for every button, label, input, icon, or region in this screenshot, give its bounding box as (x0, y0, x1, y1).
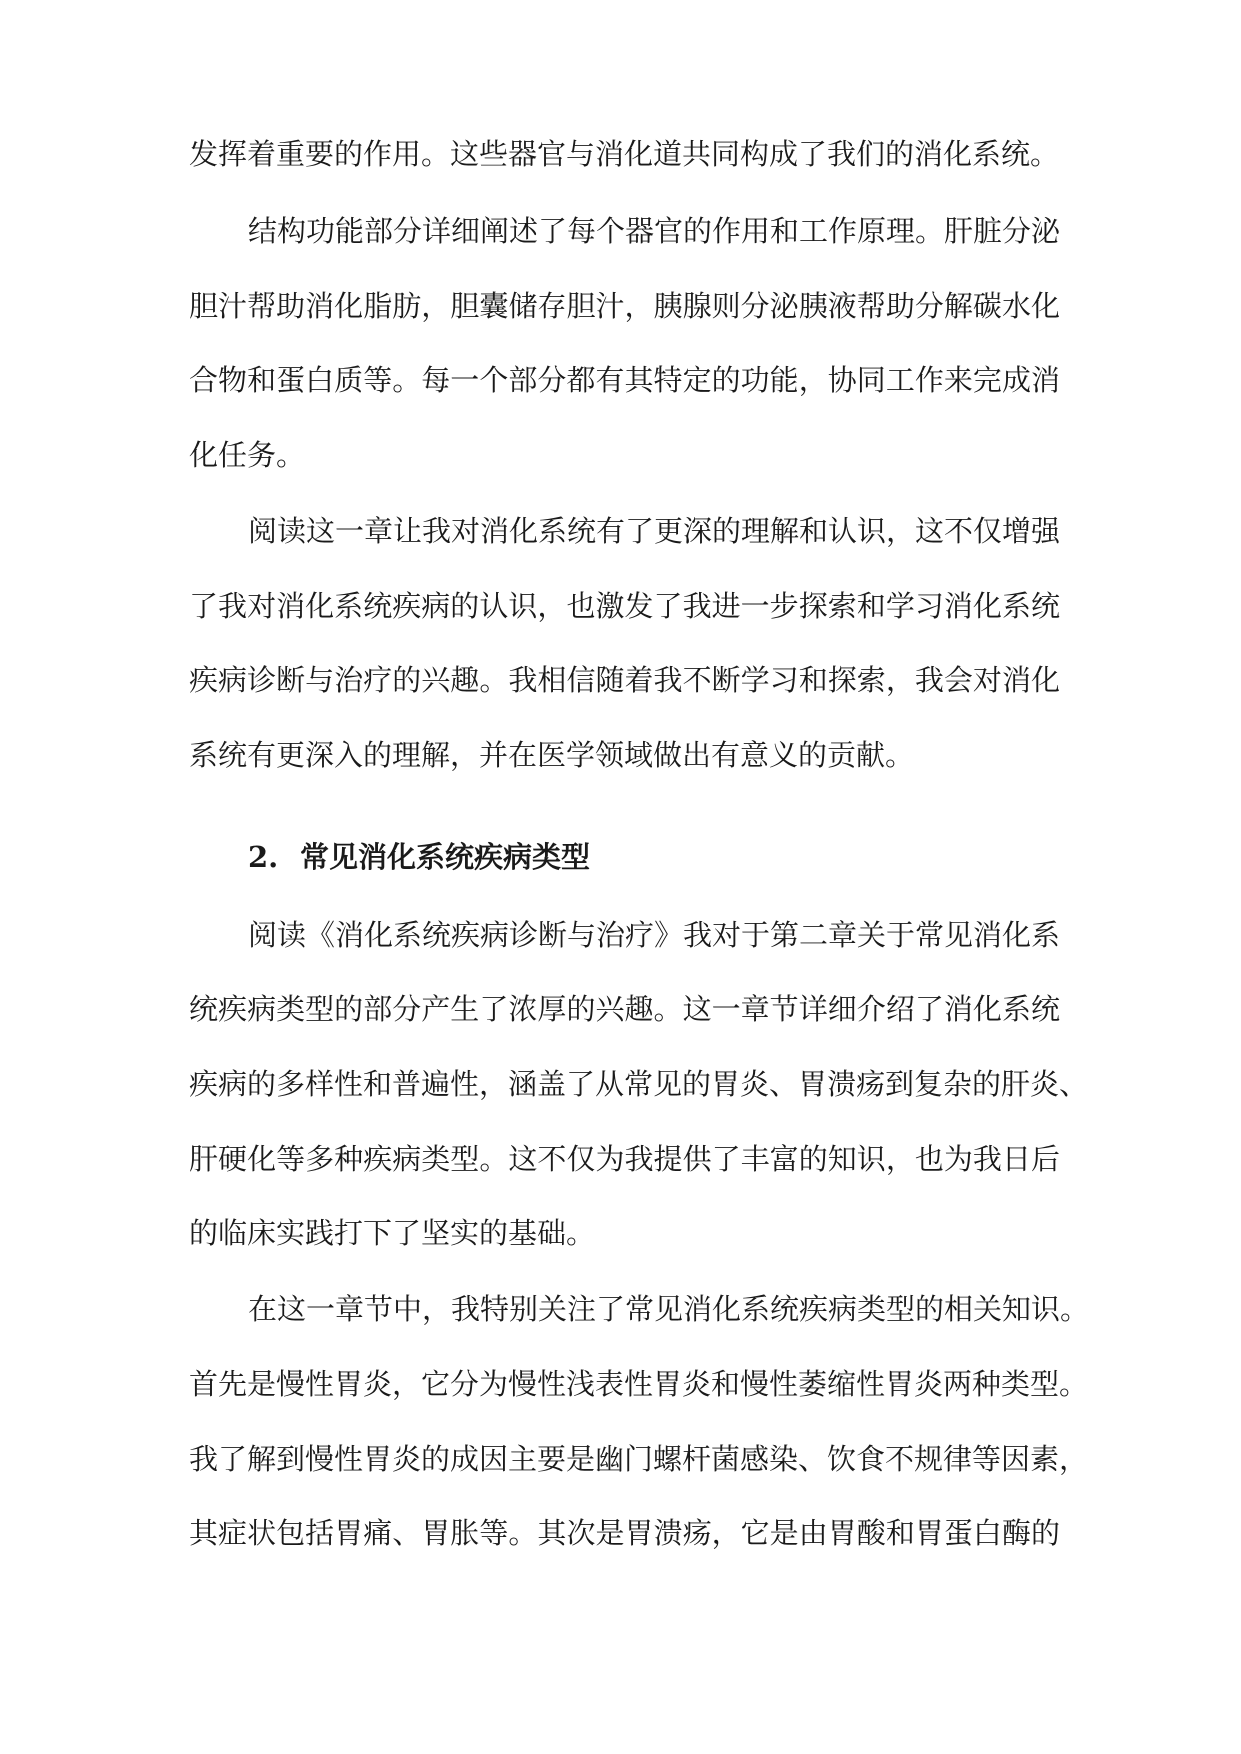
paragraph-line: 合物和蛋白质等。每一个部分都有其特定的功能，协同工作来完成消 (189, 363, 1060, 397)
paragraph-line: 肝硬化等多种疾病类型。这不仅为我提供了丰富的知识，也为我日后 (189, 1142, 1060, 1176)
paragraph-line: 胆汁帮助消化脂肪，胆囊储存胆汁，胰腺则分泌胰液帮助分解碳水化 (189, 289, 1060, 323)
paragraph-line: 结构功能部分详细阐述了每个器官的作用和工作原理。肝脏分泌 (248, 214, 1061, 248)
paragraph-line: 阅读《消化系统疾病诊断与治疗》我对于第二章关于常见消化系 (248, 918, 1061, 952)
paragraph-line: 首先是慢性胃炎，它分为慢性浅表性胃炎和慢性萎缩性胃炎两种类型。 (189, 1367, 1089, 1401)
paragraph-line: 其症状包括胃痛、胃胀等。其次是胃溃疡，它是由胃酸和胃蛋白酶的 (189, 1516, 1060, 1550)
section-title: 常见消化系统疾病类型 (300, 840, 591, 874)
paragraph-line: 发挥着重要的作用。这些器官与消化道共同构成了我们的消化系统。 (189, 137, 1060, 171)
paragraph-line: 了我对消化系统疾病的认识，也激发了我进一步探索和学习消化系统 (189, 589, 1060, 623)
paragraph-line: 统疾病类型的部分产生了浓厚的兴趣。这一章节详细介绍了消化系统 (189, 992, 1060, 1026)
paragraph-line: 疾病诊断与治疗的兴趣。我相信随着我不断学习和探索，我会对消化 (189, 663, 1060, 697)
paragraph-line: 系统有更深入的理解，并在医学领域做出有意义的贡献。 (189, 738, 915, 772)
paragraph-line: 阅读这一章让我对消化系统有了更深的理解和认识，这不仅增强 (248, 514, 1061, 548)
paragraph-line: 我了解到慢性胃炎的成因主要是幽门螺杆菌感染、饮食不规律等因素， (189, 1442, 1089, 1476)
paragraph-line: 在这一章节中，我特别关注了常见消化系统疾病类型的相关知识。 (248, 1292, 1090, 1326)
section-heading (248, 835, 590, 879)
section-number: 2. (248, 840, 279, 874)
paragraph-line: 化任务。 (189, 438, 306, 472)
paragraph-line: 疾病的多样性和普遍性，涵盖了从常见的胃炎、胃溃疡到复杂的肝炎、 (189, 1067, 1089, 1101)
paragraph-line: 的临床实践打下了坚实的基础。 (189, 1216, 596, 1250)
